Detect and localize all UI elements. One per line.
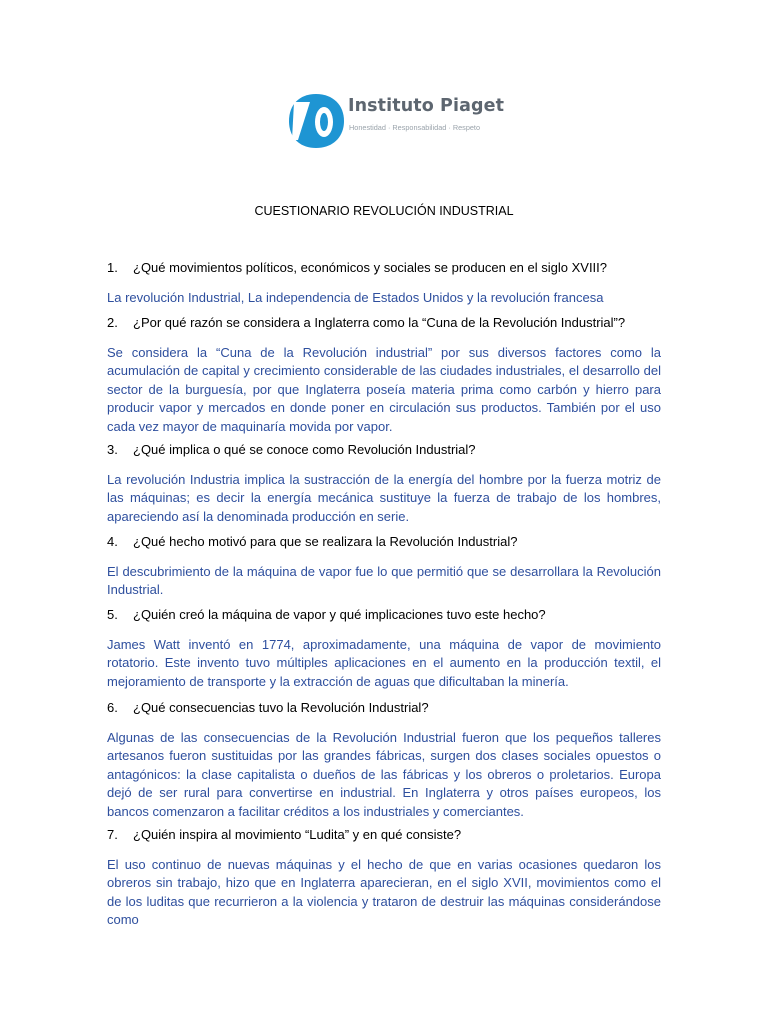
question-text: ¿Qué consecuencias tuvo la Revolución Industrial?: [133, 700, 429, 715]
answer-4: El descubrimiento de la máquina de vapor fue lo que permitió que se desarrollara la Revolución Industrial.: [107, 564, 661, 598]
question-text: ¿Qué implica o qué se conoce como Revolución Industrial?: [133, 442, 476, 457]
question-text: ¿Qué hecho motivó para que se realizara la Revolución Industrial?: [133, 534, 518, 549]
question-number: 4.: [107, 534, 118, 549]
piaget-logo-mark-icon: [288, 92, 344, 150]
institution-logo: [288, 92, 518, 150]
logo-name: Instituto Piaget: [348, 96, 505, 116]
answer-5: James Watt inventó en 1774, aproximadamente, una máquina de vapor de movimiento rotatorio. Este invento tuvo múltiples aplicaciones en el aumento en la producción textil, el mejoramiento de transporte y la extracción de aguas que dificultaban la minería.: [107, 637, 661, 689]
question-number: 3.: [107, 442, 118, 457]
question-2: [107, 314, 661, 332]
logo-tagline: Honestidad · Responsabilidad · Respeto: [349, 123, 481, 132]
qa-item-3: [107, 441, 661, 526]
question-text: ¿Por qué razón se considera a Inglaterra como la “Cuna de la Revolución Industrial”?: [133, 315, 626, 330]
question-text: ¿Qué movimientos políticos, económicos y sociales se producen en el siglo XVIII?: [133, 260, 608, 275]
question-text: ¿Quién creó la máquina de vapor y qué implicaciones tuvo este hecho?: [133, 607, 546, 622]
question-number: 7.: [107, 827, 118, 842]
answer-6: Algunas de las consecuencias de la Revolución Industrial fueron que los pequeños talleres artesanos fueron sustituidas por las grandes fábricas, surgen dos clases sociales opuestos o antagónicos: la clase capitalista o dueños de las fábricas y los obreros o proletarios. Europa dejó de ser rural para convertirse en industrial. En Inglaterra y otros países europeos, los bancos comenzaron a facilitar créditos a los industriales y comerciantes.: [107, 730, 661, 819]
qa-item-7: [107, 826, 661, 930]
qa-item-6: [107, 699, 661, 821]
qa-item-4: [107, 533, 661, 600]
question-5: [107, 606, 661, 624]
qa-item-5: [107, 606, 661, 691]
answer-2: Se considera la “Cuna de la Revolución industrial” por sus diversos factores como la acumulación de capital y crecimiento considerable de las ciudades industriales, el desarrollo del sector de la burguesía, por que Inglaterra poseía materia prima como carbón y hierro para producir vapor y mercados en donde poner en circulación sus productos. También por el uso cada vez mayor de maquinaría movida por vapor.: [107, 345, 661, 434]
qa-item-2: [107, 314, 661, 436]
question-text: ¿Quién inspira al movimiento “Ludita” y en qué consiste?: [133, 827, 462, 842]
question-number: 5.: [107, 607, 118, 622]
answer-7: El uso continuo de nuevas máquinas y el hecho de que en varias ocasiones quedaron los obreros sin trabajo, hizo que en Inglaterra aparecieran, en el siglo XVII, movimientos como el de los luditas que recurrieron a la violencia y trataron de destruir las máquinas considerándose como: [107, 857, 661, 928]
qa-item-1: [107, 259, 661, 307]
question-7: [107, 826, 661, 844]
answer-3: La revolución Industria implica la sustracción de la energía del hombre por la fuerza motriz de las máquinas; es decir la energía mecánica sustituye la fuerza de trabajo de los hombres, apareciendo así la denominada producción en serie.: [107, 472, 661, 524]
answer-1: La revolución Industrial, La independencia de Estados Unidos y la revolución francesa: [107, 290, 604, 305]
question-3: [107, 441, 661, 459]
question-number: 2.: [107, 315, 118, 330]
question-1: [107, 259, 661, 277]
question-number: 6.: [107, 700, 118, 715]
question-6: [107, 699, 661, 717]
question-number: 1.: [107, 260, 118, 275]
question-4: [107, 533, 661, 551]
document-title: CUESTIONARIO REVOLUCIÓN INDUSTRIAL: [254, 204, 514, 218]
